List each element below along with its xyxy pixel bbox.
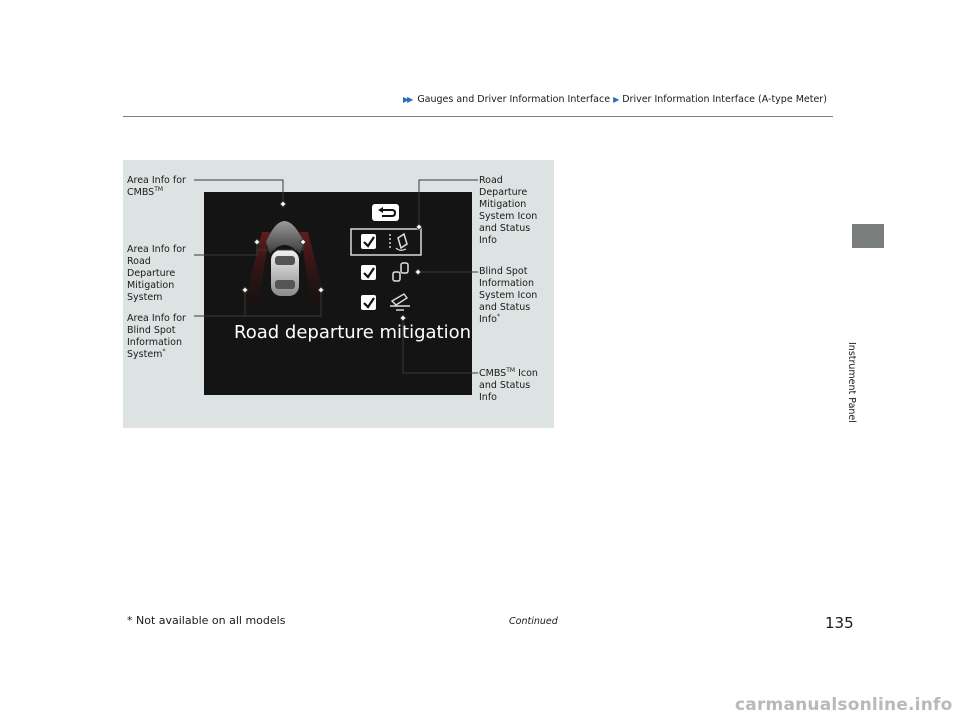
continued-label: Continued [509, 616, 558, 627]
breadcrumb [403, 94, 827, 105]
double-arrow-icon: ▶▶ [403, 95, 412, 104]
watermark: carmanualsonline.info [735, 695, 953, 715]
footnote: * Not available on all models [127, 614, 286, 627]
road-departure-mitigation-icon [390, 234, 407, 250]
checkbox-icon[interactable] [361, 234, 376, 249]
callout-bsi-icon: Blind Spot Information System Icon and Status Info* [479, 266, 538, 325]
cmbs-icon [390, 294, 410, 310]
left-lane-zone [244, 232, 270, 304]
header-rule [123, 116, 833, 117]
callout-rdm-icon: Road Departure Mitigation System Icon and Status Info [479, 175, 538, 246]
page-number: 135 [825, 614, 854, 632]
checkbox-icon[interactable] [361, 295, 376, 310]
display-message: Road departure mitigation [234, 322, 472, 343]
callout-area-cmbs: Area Info for CMBS™ [127, 175, 186, 198]
right-lane-zone [300, 232, 326, 304]
breadcrumb-item[interactable]: Gauges and Driver Information Interface [417, 94, 611, 105]
callout-area-rdm: Area Info for Road Departure Mitigation System [127, 244, 186, 303]
front-zone [266, 221, 304, 254]
blind-spot-information-icon [393, 263, 408, 281]
breadcrumb-item[interactable]: Driver Information Interface (A-type Meter) [622, 94, 827, 105]
callout-cmbs-icon: CMBS™ Icon and Status Info [479, 366, 538, 403]
checkbox-icon[interactable] [361, 265, 376, 280]
callout-area-bsi: Area Info for Blind Spot Information System* [127, 313, 186, 360]
display-graphic [204, 192, 472, 395]
section-tab [852, 224, 884, 248]
instrument-display [204, 192, 472, 395]
section-label: Instrument Panel [846, 342, 857, 423]
arrow-right-icon: ▶ [613, 95, 620, 104]
